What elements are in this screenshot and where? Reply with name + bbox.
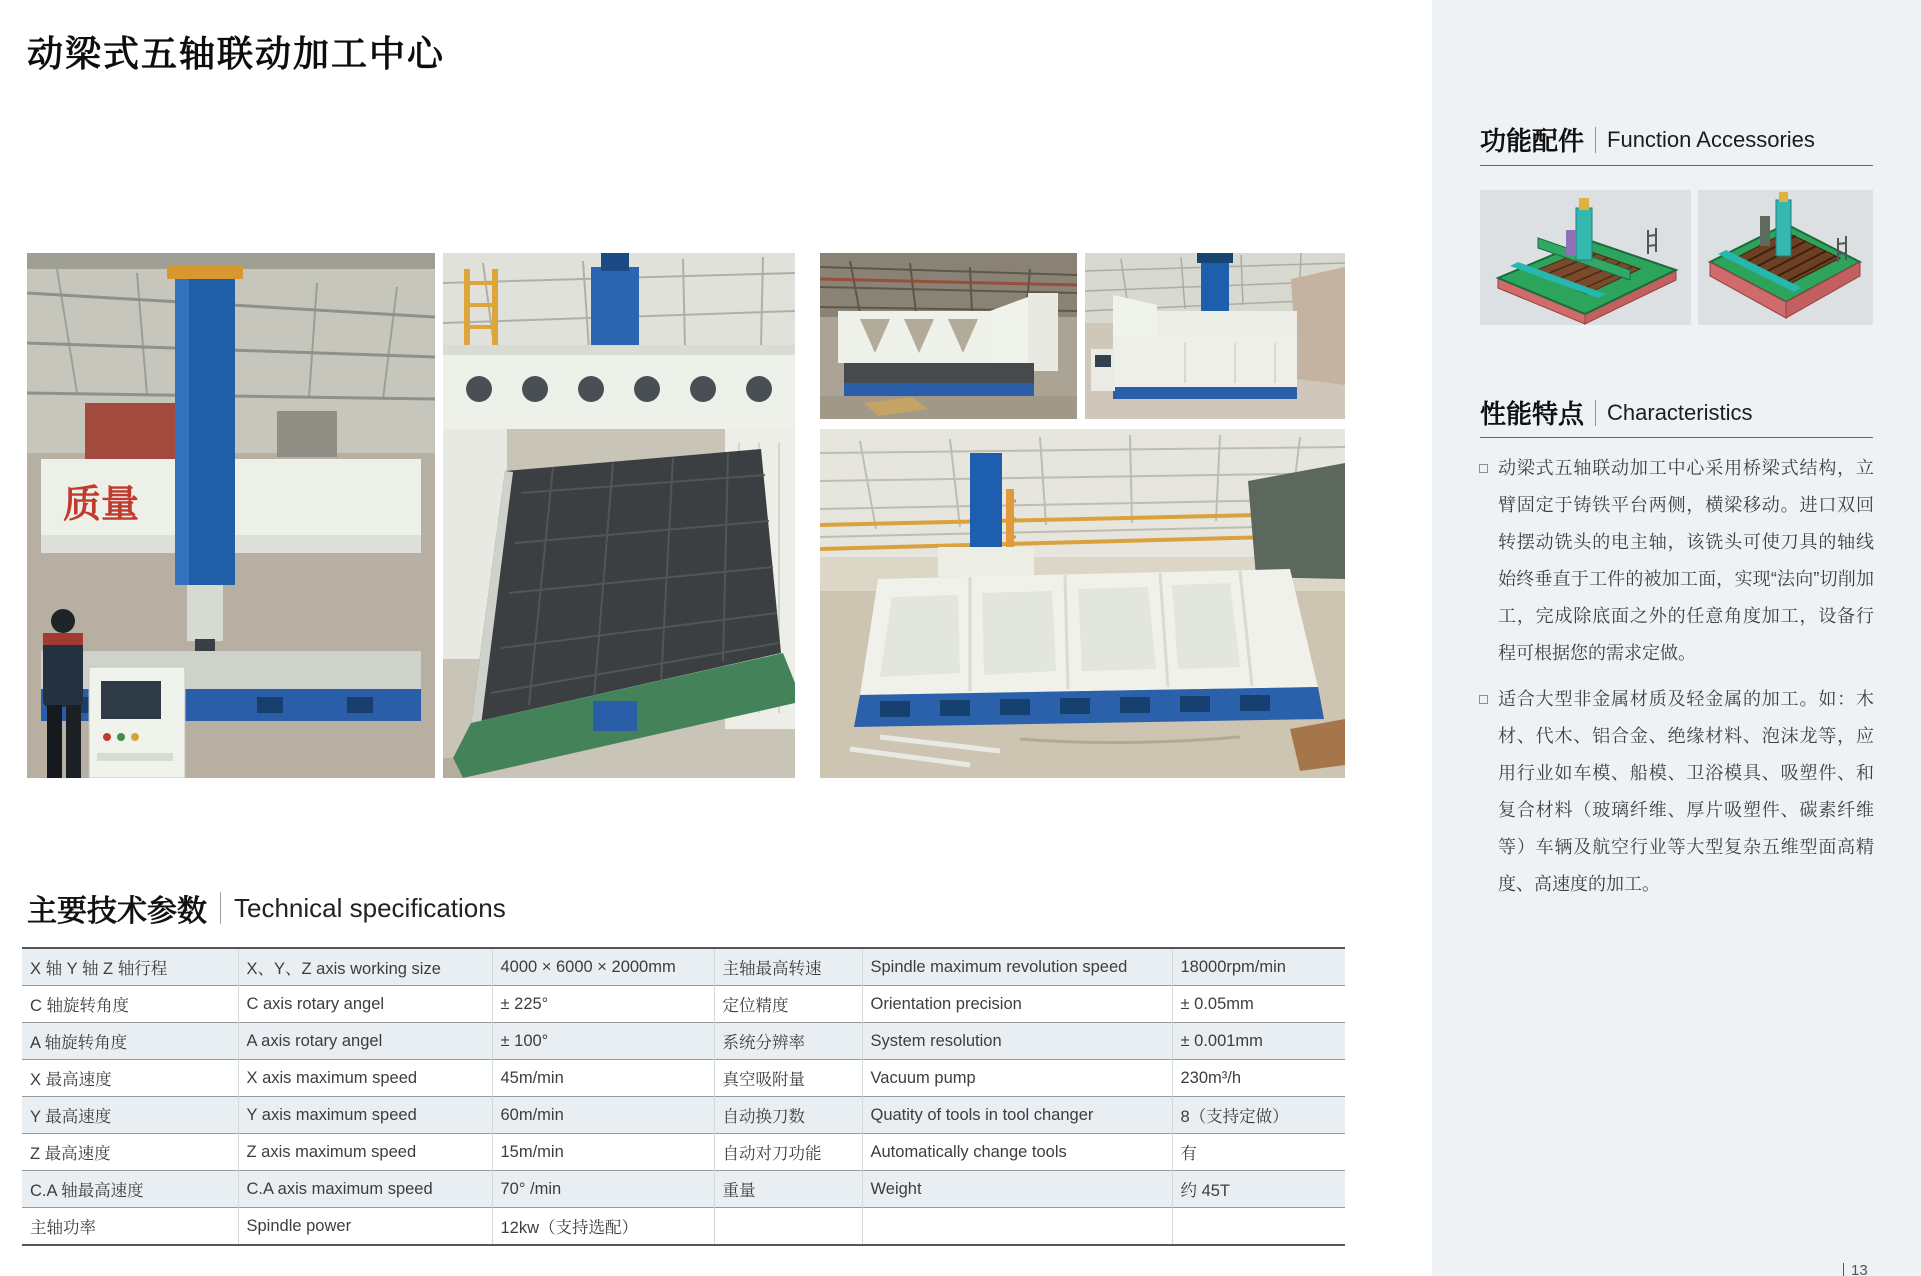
- page-number-divider: [1843, 1263, 1844, 1276]
- accessories-heading: [1480, 121, 1815, 158]
- heading-divider: [1595, 400, 1596, 426]
- spec-value: 70° /min: [492, 1171, 714, 1208]
- spec-value: 60m/min: [492, 1097, 714, 1134]
- spec-row: [22, 1171, 1345, 1208]
- characteristics-title-en: Characteristics: [1607, 399, 1753, 425]
- workshop-photo-machine-enclosure: [820, 429, 1345, 778]
- spec-label-zh: 重量: [714, 1171, 862, 1208]
- spec-label-en: Spindle power: [238, 1208, 492, 1246]
- spec-label-zh: Z 最高速度: [22, 1134, 238, 1171]
- spec-label-zh: 主轴功率: [22, 1208, 238, 1246]
- spec-label-en: X、Y、Z axis working size: [238, 948, 492, 986]
- spec-label-zh: C 轴旋转角度: [22, 986, 238, 1023]
- spec-label-zh: A 轴旋转角度: [22, 1023, 238, 1060]
- spec-label-zh: 真空吸附量: [714, 1060, 862, 1097]
- spec-label-zh: X 最高速度: [22, 1060, 238, 1097]
- specs-title-zh: 主要技术参数: [27, 895, 207, 928]
- cad-render-machine-rear-illustration: [1698, 190, 1873, 325]
- spec-label-en: Spindle maximum revolution speed: [862, 948, 1172, 986]
- spec-label-en: Orientation precision: [862, 986, 1172, 1023]
- cad-render-machine-front-illustration: [1480, 190, 1691, 325]
- spec-label-en: C axis rotary angel: [238, 986, 492, 1023]
- spec-value: 18000rpm/min: [1172, 948, 1345, 986]
- spec-value: 4000 × 6000 × 2000mm: [492, 948, 714, 986]
- workshop-photo-gantry-beam: [820, 253, 1077, 419]
- spec-label-en: Vacuum pump: [862, 1060, 1172, 1097]
- accessories-title-zh: 功能配件: [1480, 126, 1585, 156]
- spec-value: ± 0.001mm: [1172, 1023, 1345, 1060]
- spec-value: 12kw（支持选配）: [492, 1208, 714, 1246]
- spec-value: ± 100°: [492, 1023, 714, 1060]
- spec-label-zh: 系统分辨率: [714, 1023, 862, 1060]
- spec-label-en: X axis maximum speed: [238, 1060, 492, 1097]
- spec-row: [22, 1060, 1345, 1097]
- spec-label-en: Weight: [862, 1171, 1172, 1208]
- workshop-photo-gantry-with-operator-illustration: [27, 253, 435, 778]
- spec-value: 有: [1172, 1134, 1345, 1171]
- characteristics-rule: [1480, 437, 1873, 438]
- workshop-photo-machine-enclosure-illustration: [820, 429, 1345, 778]
- cad-render-machine-rear: [1698, 190, 1873, 325]
- spec-label-zh: Y 最高速度: [22, 1097, 238, 1134]
- spec-label-zh: [714, 1208, 862, 1246]
- characteristics-bullet-2-text: 适合大型非金属材质及轻金属的加工。如：木材、代木、铝合金、绝缘材料、泡沫龙等，应用行业如车模、船模、卫浴模具、吸塑件、和复合材料（玻璃纤维、厚片吸塑件、碳素纤维等）车辆及航空行业等大型复杂五维型面高精度、高速度的加工。: [1498, 689, 1874, 894]
- accessories-title-en: Function Accessories: [1607, 126, 1815, 152]
- spec-value: 15m/min: [492, 1134, 714, 1171]
- characteristics-text: [1498, 450, 1874, 912]
- spec-label-en: C.A axis maximum speed: [238, 1171, 492, 1208]
- accessories-thumbnails: [1480, 190, 1873, 325]
- characteristics-heading: [1480, 394, 1753, 431]
- spec-label-en: Automatically change tools: [862, 1134, 1172, 1171]
- spec-value: 45m/min: [492, 1060, 714, 1097]
- heading-divider: [1595, 127, 1596, 153]
- workshop-photo-machine-table: [443, 253, 795, 778]
- workshop-photo-machine-column-illustration: [1085, 253, 1345, 419]
- spec-row: [22, 1097, 1345, 1134]
- spec-value: 230m³/h: [1172, 1060, 1345, 1097]
- page-number: [1843, 1262, 1868, 1276]
- cad-render-machine-front: [1480, 190, 1691, 325]
- spec-label-en: [862, 1208, 1172, 1246]
- spec-label-en: Z axis maximum speed: [238, 1134, 492, 1171]
- workshop-photo-gantry-beam-illustration: [820, 253, 1077, 419]
- specs-section-heading: [27, 886, 506, 930]
- spec-row: [22, 1208, 1345, 1246]
- page-number-value: 13: [1851, 1262, 1868, 1276]
- characteristics-bullet-1-text: 动梁式五轴联动加工中心采用桥梁式结构，立臂固定于铸铁平台两侧，横梁移动。进口双回转摆动铣头的电主轴，该铣头可使刀具的轴线始终垂直于工件的被加工面，实现“法向”切削加工，完成除底面之外的任意角度加工，设备行程可根据您的需求定做。: [1498, 458, 1874, 663]
- spec-label-zh: 定位精度: [714, 986, 862, 1023]
- specs-title-en: Technical specifications: [234, 892, 506, 923]
- photo-machine-slogan-text: 质量: [63, 484, 140, 526]
- spec-row: [22, 986, 1345, 1023]
- spec-value: [1172, 1208, 1345, 1246]
- characteristics-bullet-2: [1498, 681, 1874, 903]
- spec-row: [22, 948, 1345, 986]
- sidebar: [1432, 0, 1921, 1276]
- spec-label-en: A axis rotary angel: [238, 1023, 492, 1060]
- spec-label-zh: 自动换刀数: [714, 1097, 862, 1134]
- accessories-rule: [1480, 165, 1873, 166]
- spec-value: 约 45T: [1172, 1171, 1345, 1208]
- spec-value: 8（支持定做）: [1172, 1097, 1345, 1134]
- spec-label-zh: 自动对刀功能: [714, 1134, 862, 1171]
- spec-label-zh: X 轴 Y 轴 Z 轴行程: [22, 948, 238, 986]
- heading-divider: [220, 892, 221, 924]
- spec-value: ± 0.05mm: [1172, 986, 1345, 1023]
- workshop-photo-machine-column: [1085, 253, 1345, 419]
- characteristics-bullet-1: [1498, 450, 1874, 672]
- spec-label-en: Y axis maximum speed: [238, 1097, 492, 1134]
- spec-label-en: Quatity of tools in tool changer: [862, 1097, 1172, 1134]
- workshop-photo-machine-table-illustration: [443, 253, 795, 778]
- page-title: 动梁式五轴联动加工中心: [27, 33, 446, 75]
- spec-label-zh: C.A 轴最高速度: [22, 1171, 238, 1208]
- spec-label-zh: 主轴最高转速: [714, 948, 862, 986]
- characteristics-title-zh: 性能特点: [1480, 399, 1585, 429]
- square-bullet-icon: [1479, 695, 1488, 704]
- spec-label-en: System resolution: [862, 1023, 1172, 1060]
- specs-table: [22, 947, 1345, 1246]
- workshop-photo-gantry-with-operator: [27, 253, 435, 778]
- spec-row: [22, 1023, 1345, 1060]
- spec-value: ± 225°: [492, 986, 714, 1023]
- square-bullet-icon: [1479, 464, 1488, 473]
- spec-row: [22, 1134, 1345, 1171]
